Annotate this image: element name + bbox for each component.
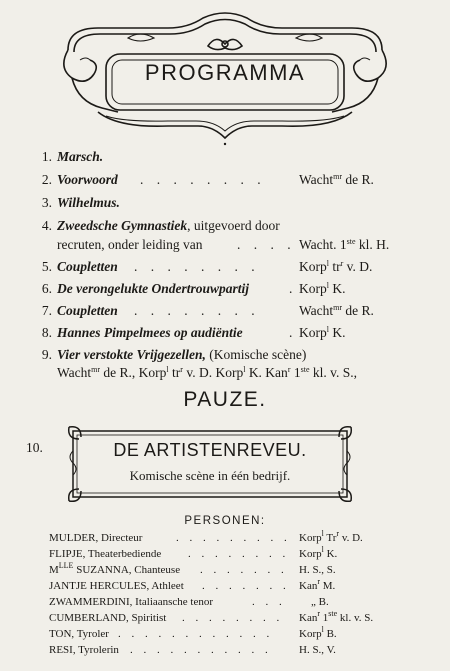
programme-item (0, 256, 450, 278)
programme-item-continued (0, 362, 450, 384)
page-title: PROGRAMMA (144, 60, 306, 85)
cast-performer: Kan$^r$ 1ste kl. v. S. (299, 609, 374, 624)
cast-role: TON, Tyroler (49, 628, 109, 640)
sketch-subtitle: Komische scène in één bedrijf. (129, 468, 291, 483)
cast-role: CUMBERLAND, Spiritist (49, 612, 167, 624)
cast-performer: „ B. (311, 596, 329, 608)
leader-dots: . . . . . . . . (188, 548, 290, 560)
cast-role: FLIPJE, Theaterbediende (49, 548, 162, 560)
item-title: Marsch. (57, 149, 104, 164)
item-number: 8. (41, 325, 52, 340)
cast-performer: H. S., S. (299, 564, 336, 576)
item-performer: Wacht$^{mr}$ de R. (299, 172, 374, 187)
item-title-text: Zweedsche Gymnastiek (57, 218, 188, 233)
cast-row (0, 530, 450, 546)
leader-dots: . . . . . . . . (140, 172, 266, 187)
item-title: Hannes Pimpelmees op audiëntie (57, 325, 243, 340)
item-title: De verongelukte Ondertrouwpartij (57, 281, 250, 296)
cast-performer: Korp$^l$ Tr$^r$ v. D. (299, 529, 363, 544)
cast-row (0, 610, 450, 626)
item-performer: Wacht. 1ste kl. H. (299, 237, 390, 252)
programme-item-continued (0, 234, 450, 256)
item-number: 1. (41, 149, 52, 164)
ornamental-box-frame (67, 425, 353, 503)
cast-row (0, 562, 450, 578)
item-number: 4. (41, 218, 52, 233)
item-number: 7. (41, 303, 52, 318)
leader-dots: . . . . . . . (200, 564, 288, 576)
item-number: 3. (41, 195, 52, 210)
programme-item (0, 278, 450, 300)
leader-dots: . (289, 325, 298, 340)
programme-item (0, 169, 450, 191)
item-title: Coupletten (57, 303, 118, 318)
cast-role: MULDER, Directeur (49, 532, 143, 544)
leader-dots: . . . (252, 596, 286, 608)
cast-row (0, 578, 450, 594)
item-title-text: Vier verstokte Vrijgezellen, (57, 347, 206, 362)
cast-performer: Korp$^l$ B. (299, 625, 337, 640)
leader-dots: . (289, 281, 298, 296)
programme-item (0, 322, 450, 344)
leader-dots: . . . . . . . . (182, 612, 284, 624)
leader-dots: . . . . . . . . . . . (130, 644, 272, 656)
leader-dots: . . . . . . . . . (176, 532, 291, 544)
cast-performer: H. S., V. (299, 644, 336, 656)
cast-role: RESI, Tyrolerin (49, 644, 119, 656)
item-title: Voorwoord (57, 172, 118, 187)
leader-dots: . . . . . . . . . . . . (118, 628, 274, 640)
leader-dots: . . . . . . . . (134, 259, 260, 274)
sketch-title: DE ARTISTENREVEU. (113, 440, 307, 460)
item-number: 10. (26, 440, 43, 455)
item-performer: Wacht$^{mr}$ de R. (299, 303, 374, 318)
item-performer: Korp$^l$ K. (299, 281, 346, 296)
item-number: 2. (41, 172, 52, 187)
cast-performer: Kan$^r$ M. (299, 577, 336, 592)
item-title: Wilhelmus. (57, 195, 120, 210)
leader-dots: . . . . . . . (202, 580, 290, 592)
cast-role: $M^{LLE}$ SUZANNA, Chanteuse (49, 561, 181, 576)
item-number: 6. (41, 281, 52, 296)
item-number: 5. (41, 259, 52, 274)
leader-dots: . . . . . . . . (134, 303, 260, 318)
programme-item (0, 300, 450, 322)
cast-role: JANTJE HERCULES, Athleet (49, 580, 184, 592)
item-performer: Korp$^l$ $tr^r$ v. D. (299, 259, 373, 274)
item-title-extra: (Komische scène) (205, 347, 307, 362)
cast-row (0, 546, 450, 562)
leader-dots: . . . . (237, 237, 296, 252)
item-title-extra: , uitgevoerd door (187, 218, 280, 233)
cast-performer: Korp$^l$ K. (299, 545, 338, 560)
cast-heading: PERSONEN: (184, 515, 266, 527)
cast-row (0, 642, 450, 658)
programme-item (0, 192, 450, 214)
item-continuation: recruten, onder leiding van (57, 237, 203, 252)
cast-role: ZWAMMERDINI, Italiaansche tenor (49, 596, 214, 608)
cast-row (0, 594, 450, 610)
item-continuation: Wacht$^{mr}$ de R., Korp$^l$ $tr^r$ v. D. Korp$^l$ K. Kan$^r$ 1ste kl. v. S., (57, 365, 358, 380)
item-title: Coupletten (57, 259, 118, 274)
item-number: 9. (41, 347, 52, 362)
programme-item (0, 146, 450, 168)
cast-row (0, 626, 450, 642)
pauze-heading: PAUZE. (183, 388, 267, 411)
item-performer: Korp$^l$ K. (299, 325, 346, 340)
